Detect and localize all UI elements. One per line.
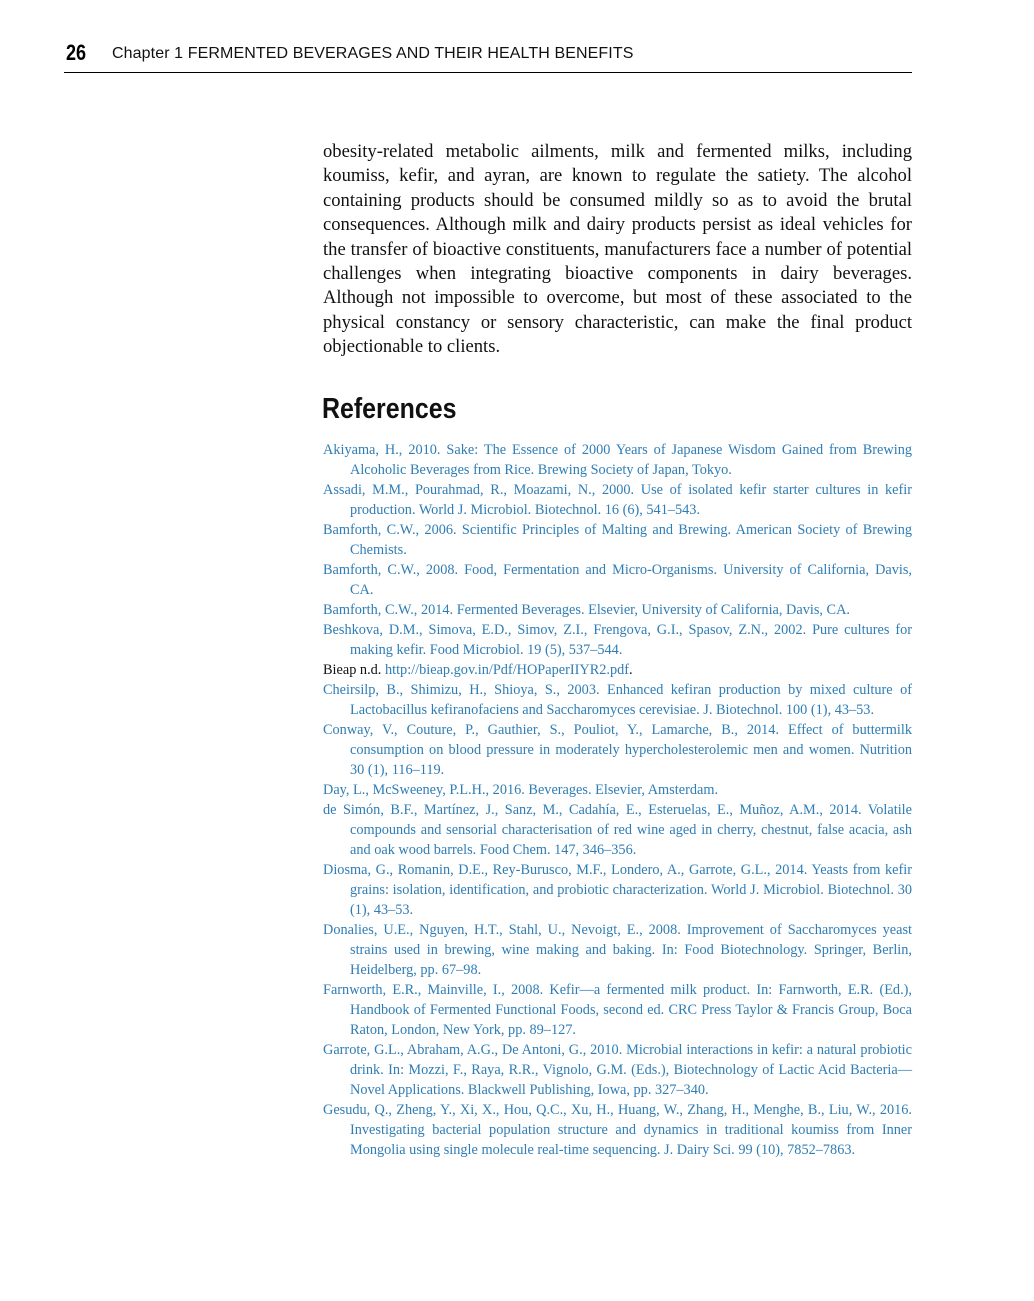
reference-item[interactable]: Cheirsilp, B., Shimizu, H., Shioya, S., 2003. Enhanced kefiran production by mixed culture of Lactobacillus kefiranofaciens and Saccharomyces cerevisiae. J. Biotechnol. 100 (1), 43–53. (323, 682, 912, 718)
reference-item[interactable]: Diosma, G., Romanin, D.E., Rey-Burusco, M.F., Londero, A., Garrote, G.L., 2014. Yeasts from kefir grains: isolation, identification, and probiotic characterization. World J. Microbiol. Biotechnol. 30 (1), 43–53. (323, 862, 912, 918)
bieap-prefix: Bieap n.d. (323, 662, 385, 678)
reference-item-bieap (323, 660, 912, 680)
reference-item[interactable]: Conway, V., Couture, P., Gauthier, S., Pouliot, Y., Lamarche, B., 2014. Effect of buttermilk consumption on blood pressure in moderately hypercholesterolemic men and women. Nutrition 30 (1), 116–119. (323, 722, 912, 778)
body-paragraph: obesity-related metabolic ailments, milk and fermented milks, including koumiss, kefir, and ayran, are known to regulate the satiety. The alcohol containing products should be consumed mildly so as to avoid the brutal consequences. Although milk and dairy products persist as ideal vehicles for the transfer of bioactive constituents, manufacturers face a number of potential challenges when integrating bioactive components in dairy beverages. Although not impossible to overcome, but most of these associated to the physical constancy or sensory characteristic, can make the final product objectionable to clients. (323, 141, 912, 358)
reference-item[interactable]: Day, L., McSweeney, P.L.H., 2016. Beverages. Elsevier, Amsterdam. (323, 782, 719, 798)
reference-item[interactable]: Gesudu, Q., Zheng, Y., Xi, X., Hou, Q.C., Xu, H., Huang, W., Zhang, H., Menghe, B., Liu, W., 2016. Investigating bacterial population structure and dynamics in traditional koumiss from Inner Mongolia using single molecule real-time sequencing. J. Dairy Sci. 99 (10), 7852–7863. (323, 1102, 912, 1158)
running-header (64, 40, 912, 73)
reference-item[interactable]: Donalies, U.E., Nguyen, H.T., Stahl, U., Nevoigt, E., 2008. Improvement of Saccharomyces yeast strains used in brewing, wine making and baking. In: Food Biotechnology. Springer, Berlin, Heidelberg, pp. 67–98. (323, 922, 912, 978)
bieap-url-link[interactable]: http://bieap.gov.in/Pdf/HOPaperIIYR2.pdf (384, 662, 630, 678)
bieap-suffix: . (629, 662, 633, 678)
page-number: 26 (66, 40, 87, 65)
reference-item[interactable]: Akiyama, H., 2010. Sake: The Essence of 2000 Years of Japanese Wisdom Gained from Brewing Alcoholic Beverages from Rice. Brewing Society of Japan, Tokyo. (323, 442, 912, 478)
references-heading: References (322, 393, 457, 425)
reference-item[interactable]: Farnworth, E.R., Mainville, I., 2008. Kefir—a fermented milk product. In: Farnworth, E.R. (Ed.), Handbook of Fermented Functional Foods, second ed. CRC Press Taylor & Francis Group, Boca Raton, London, New York, pp. 89–127. (323, 982, 912, 1038)
reference-list (323, 440, 912, 1160)
reference-item[interactable]: Bamforth, C.W., 2008. Food, Fermentation and Micro-Organisms. University of California, Davis, CA. (323, 562, 912, 598)
reference-item[interactable]: de Simón, B.F., Martínez, J., Sanz, M., Cadahía, E., Esteruelas, E., Muñoz, A.M., 2014. Volatile compounds and sensorial characterisation of red wine aged in cherry, chestnut, false acacia, ash and oak wood barrels. Food Chem. 147, 346–356. (323, 802, 912, 858)
chapter-title: Chapter 1 FERMENTED BEVERAGES AND THEIR HEALTH BENEFITS (112, 45, 634, 62)
reference-item[interactable]: Bamforth, C.W., 2014. Fermented Beverages. Elsevier, University of California, Davis, CA. (323, 602, 850, 618)
reference-item[interactable]: Beshkova, D.M., Simova, E.D., Simov, Z.I., Frengova, G.I., Spasov, Z.N., 2002. Pure cultures for making kefir. Food Microbiol. 19 (5), 537–544. (323, 622, 912, 658)
reference-item[interactable]: Garrote, G.L., Abraham, A.G., De Antoni, G., 2010. Microbial interactions in kefir: a natural probiotic drink. In: Mozzi, F., Raya, R.R., Vignolo, G.M. (Eds.), Biotechnology of Lactic Acid Bacteria—Novel Applications. Blackwell Publishing, Iowa, pp. 327–340. (323, 1042, 912, 1098)
reference-item[interactable]: Assadi, M.M., Pourahmad, R., Moazami, N., 2000. Use of isolated kefir starter cultures in kefir production. World J. Microbiol. Biotechnol. 16 (6), 541–543. (323, 482, 912, 518)
reference-item[interactable]: Bamforth, C.W., 2006. Scientific Principles of Malting and Brewing. American Society of Brewing Chemists. (323, 522, 912, 558)
